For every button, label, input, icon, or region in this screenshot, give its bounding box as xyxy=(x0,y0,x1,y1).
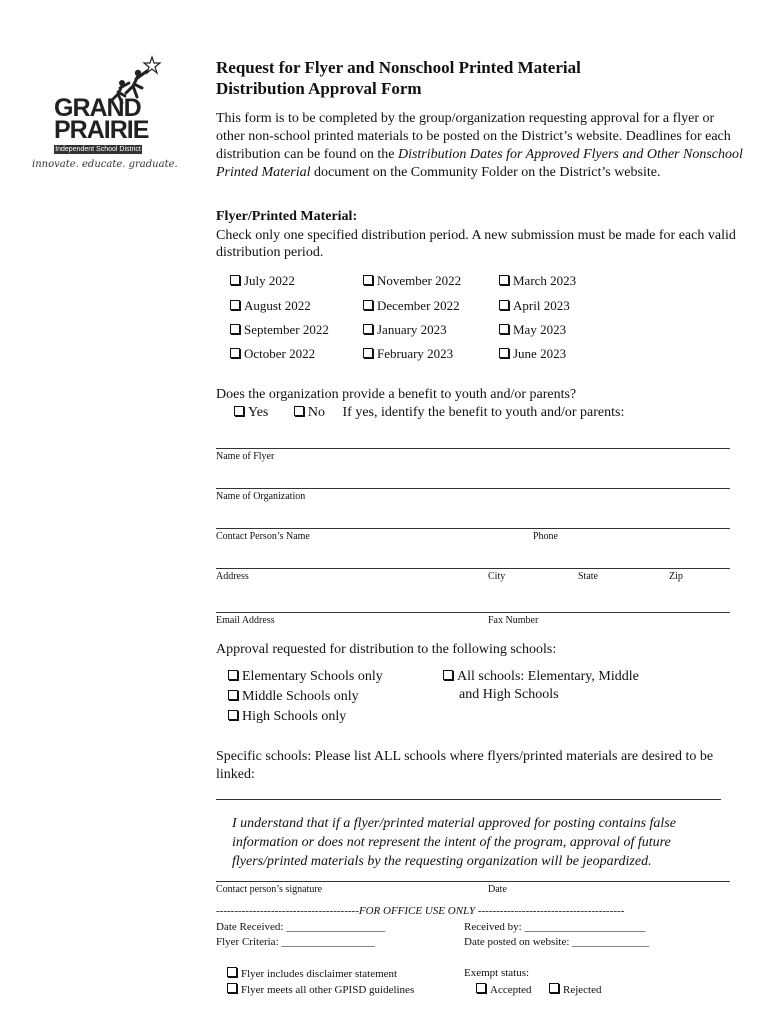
checkbox-elementary[interactable]: Elementary Schools only xyxy=(228,669,383,685)
address-line[interactable] xyxy=(216,568,730,569)
approval-heading: Approval requested for distribution to the following schools: xyxy=(216,642,557,657)
all-schools-label-line-2: and High Schools xyxy=(459,687,559,702)
disclaimer-text: I understand that if a flyer/printed material approved for posting contains false information or does not represent the intent of the program, approval of future flyers/printed materials by the requesting organization will be jeopardized. xyxy=(232,816,676,869)
checkbox-icon[interactable] xyxy=(363,324,373,334)
logo-prairie: PRAIRIE xyxy=(54,116,149,144)
fax-label: Fax Number xyxy=(488,615,539,626)
checkbox-middle[interactable]: Middle Schools only xyxy=(228,689,359,705)
name-of-flyer-label: Name of Flyer xyxy=(216,451,275,462)
title-line-1: Request for Flyer and Nonschool Printed Material xyxy=(216,58,581,77)
logo-tagline: innovate. educate. graduate. xyxy=(32,159,178,170)
checkbox-icon[interactable] xyxy=(228,710,238,720)
address-label: Address xyxy=(216,571,249,582)
logo-district: Independent School District xyxy=(55,146,141,153)
benefit-identify-label: If yes, identify the benefit to youth and/or parents: xyxy=(342,405,625,420)
checkbox-icon[interactable] xyxy=(499,324,509,334)
phone-label: Phone xyxy=(533,531,558,542)
checkbox-icon[interactable] xyxy=(294,406,304,416)
checkbox-month[interactable]: August 2022 xyxy=(230,298,311,314)
intro-text-2: document on the Community Folder on the District’s website. xyxy=(310,165,661,180)
email-line[interactable] xyxy=(216,612,730,613)
date-label: Date xyxy=(488,884,507,895)
checkbox-month[interactable]: October 2022 xyxy=(230,346,315,362)
checkbox-icon[interactable] xyxy=(363,275,373,285)
signature-label: Contact person’s signature xyxy=(216,884,323,895)
checkbox-high[interactable]: High Schools only xyxy=(228,709,346,725)
district-logo xyxy=(30,55,178,185)
checkbox-icon[interactable] xyxy=(476,983,486,993)
intro-document-name: Distribution Dates for Approved Flyers and Other Nonschool Printed Material xyxy=(216,147,743,180)
contact-name-label: Contact Person’s Name xyxy=(216,531,310,542)
checkbox-icon[interactable] xyxy=(227,967,237,977)
flyer-instruction: Check only one specified distribution period. A new submission must be made for each valid distribution period. xyxy=(216,228,736,260)
city-label: City xyxy=(488,571,506,582)
checkbox-icon[interactable] xyxy=(230,275,240,285)
checkbox-disclaimer[interactable]: Flyer includes disclaimer statement xyxy=(227,967,397,980)
checkbox-month[interactable]: September 2022 xyxy=(230,322,329,338)
signature-line[interactable] xyxy=(216,881,730,882)
benefit-options xyxy=(234,405,624,421)
checkbox-icon[interactable] xyxy=(443,670,453,680)
checkbox-month[interactable]: February 2023 xyxy=(363,346,453,362)
checkbox-month[interactable]: May 2023 xyxy=(499,322,566,338)
name-of-flyer-line[interactable] xyxy=(216,488,730,489)
benefit-question: Does the organization provide a benefit to youth and/or parents? xyxy=(216,387,577,402)
received-by-field[interactable]: Received by: ______________________ xyxy=(464,921,646,933)
checkbox-icon[interactable] xyxy=(363,300,373,310)
flyer-criteria-field[interactable]: Flyer Criteria: _________________ xyxy=(216,936,375,948)
contact-line[interactable] xyxy=(216,528,730,529)
checkbox-icon[interactable] xyxy=(549,983,559,993)
checkbox-icon[interactable] xyxy=(227,983,237,993)
intro-text-1: This form is to be completed by the group/organization requesting approval for a flyer or other non-school printed materials to be posted on the District’s website. Deadlines for each distribution can be found on the xyxy=(216,111,731,162)
checkbox-yes[interactable]: Yes xyxy=(234,405,268,420)
date-posted-field[interactable]: Date posted on website: ______________ xyxy=(464,936,650,948)
checkbox-icon[interactable] xyxy=(230,324,240,334)
checkbox-month[interactable]: July 2022 xyxy=(230,273,295,289)
benefit-line[interactable] xyxy=(216,448,730,449)
checkbox-month[interactable]: January 2023 xyxy=(363,322,447,338)
checkbox-icon[interactable] xyxy=(499,275,509,285)
checkbox-icon[interactable] xyxy=(230,300,240,310)
checkbox-month[interactable]: June 2023 xyxy=(499,346,566,362)
title-line-2: Distribution Approval Form xyxy=(216,79,422,98)
office-use-heading: ---------------------------------------FOR OFFICE USE ONLY ---------------------------------------- xyxy=(216,905,625,917)
specific-schools-label: Specific schools: Please list ALL schools where flyers/printed materials are desired to be linked: xyxy=(216,749,714,782)
specific-schools-line[interactable] xyxy=(216,799,721,800)
checkbox-month[interactable]: April 2023 xyxy=(499,298,570,314)
exempt-status-label: Exempt status: xyxy=(464,967,530,979)
name-of-org-label: Name of Organization xyxy=(216,491,306,502)
checkbox-rejected[interactable]: Rejected xyxy=(549,983,601,996)
flyer-heading: Flyer/Printed Material: xyxy=(216,209,358,224)
checkbox-month[interactable]: December 2022 xyxy=(363,298,460,314)
checkbox-icon[interactable] xyxy=(234,406,244,416)
zip-label: Zip xyxy=(669,571,683,582)
checkbox-all-schools[interactable]: All schools: Elementary, Middle xyxy=(443,669,639,685)
checkbox-icon[interactable] xyxy=(228,690,238,700)
checkbox-icon[interactable] xyxy=(363,348,373,358)
checkbox-guidelines[interactable]: Flyer meets all other GPISD guidelines xyxy=(227,983,414,996)
intro-paragraph xyxy=(216,110,746,182)
checkbox-month[interactable]: March 2023 xyxy=(499,273,576,289)
checkbox-month[interactable]: November 2022 xyxy=(363,273,461,289)
checkbox-icon[interactable] xyxy=(228,670,238,680)
checkbox-no[interactable]: No xyxy=(294,405,325,420)
state-label: State xyxy=(578,571,598,582)
checkbox-accepted[interactable]: Accepted xyxy=(476,983,532,996)
checkbox-icon[interactable] xyxy=(230,348,240,358)
checkbox-icon[interactable] xyxy=(499,348,509,358)
date-received-field[interactable]: Date Received: __________________ xyxy=(216,921,386,933)
checkbox-icon[interactable] xyxy=(499,300,509,310)
form-title xyxy=(216,57,736,99)
email-label: Email Address xyxy=(216,615,275,626)
logo-grand: GRAND xyxy=(54,94,141,122)
